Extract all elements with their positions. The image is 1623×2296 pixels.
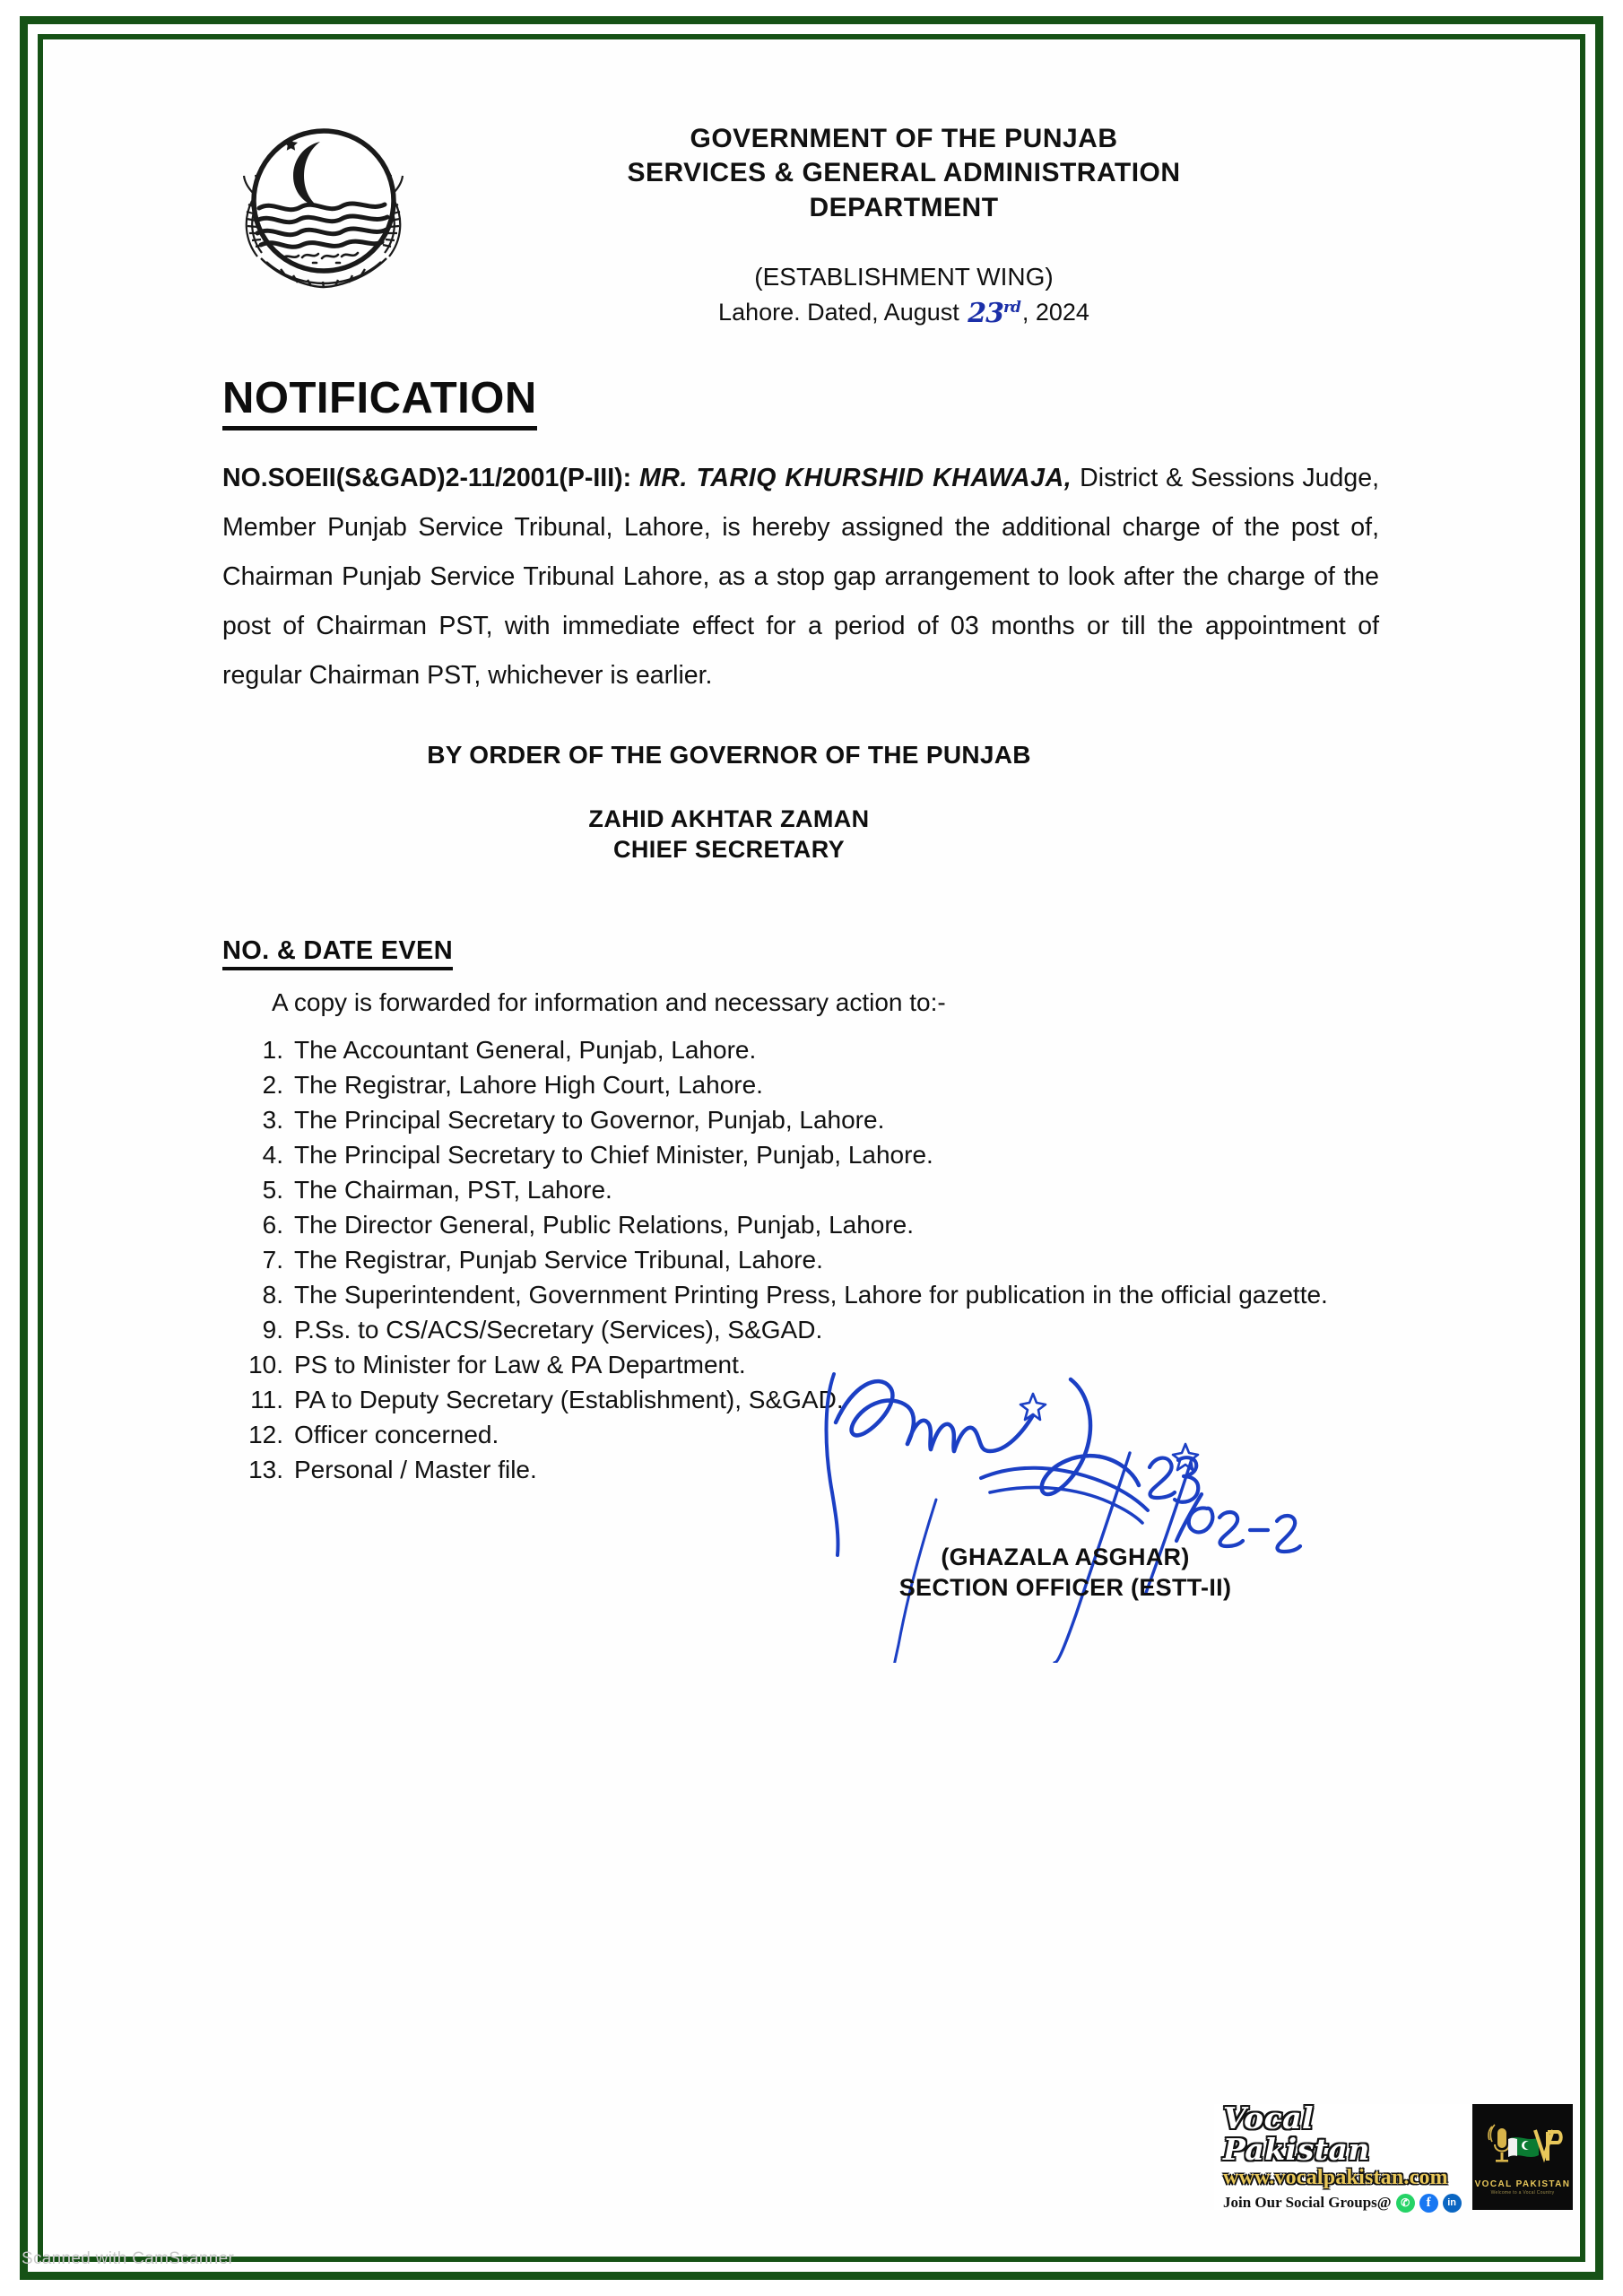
endorsement-intro: A copy is forwarded for information and necessary action to:- xyxy=(272,988,946,1016)
reference-number: NO.SOEII(S&GAD)2-11/2001(P-III): xyxy=(222,464,632,492)
list-item-number: 1. xyxy=(262,1036,283,1064)
list-item-text: The Director General, Public Relations, Punjab, Lahore. xyxy=(294,1211,915,1239)
signature-block xyxy=(814,1367,1406,1663)
list-item-text: PA to Deputy Secretary (Establishment), S&GAD. xyxy=(294,1386,844,1413)
list-item-text: Officer concerned. xyxy=(294,1421,499,1448)
gov-title-line-2: SERVICES & GENERAL ADMINISTRATION xyxy=(627,158,1181,188)
list-item-number: 7. xyxy=(262,1246,283,1274)
list-item-text: The Superintendent, Government Printing Press, Lahore for publication in the official gazette. xyxy=(294,1281,1328,1309)
list-item-number: 12. xyxy=(248,1421,283,1448)
list-item-number: 4. xyxy=(262,1141,283,1169)
header-title-group xyxy=(429,122,1379,330)
handwritten-signature-icon xyxy=(814,1367,1406,1663)
list-item-number: 6. xyxy=(262,1211,283,1239)
list-item-text: PS to Minister for Law & PA Department. xyxy=(294,1351,746,1378)
vocal-pakistan-watermark[interactable] xyxy=(1214,2100,1573,2212)
section-officer-name: (GHAZALA ASGHAR) xyxy=(941,1544,1190,1570)
list-item xyxy=(247,1033,1413,1067)
list-item xyxy=(247,1243,1413,1277)
facebook-icon[interactable]: f xyxy=(1419,2194,1438,2213)
chief-secretary-designation: CHIEF SECRETARY xyxy=(612,836,846,863)
whatsapp-icon[interactable]: ✆ xyxy=(1396,2194,1415,2213)
list-item-text: The Registrar, Lahore High Court, Lahore. xyxy=(294,1071,763,1099)
list-item-number: 13. xyxy=(248,1456,283,1483)
body-text: District & Sessions Judge, Member Punjab Service Tribunal, Lahore, is hereby assigned the additional charge of the post of, Chairman Punjab Service Tribunal Lahore, as a stop gap arrangement to look after the charge of the post of Chairman PST, with immediate effect for a period of 03 months or till the appointment of regular Chairman PST, whichever is earlier. xyxy=(222,464,1379,690)
list-item-text: The Principal Secretary to Chief Minister, Punjab, Lahore. xyxy=(294,1141,933,1169)
by-order-line: BY ORDER OF THE GOVERNOR OF THE PUNJAB xyxy=(427,741,1031,769)
document-body xyxy=(43,39,1580,2257)
date-prefix: Lahore. Dated, August xyxy=(718,298,959,326)
watermark-social-row xyxy=(1223,2194,1465,2213)
watermark-url[interactable]: www.vocalpakistan.com xyxy=(1223,2166,1448,2190)
officer-name: MR. TARIQ KHURSHID KHAWAJA, xyxy=(638,464,1072,492)
watermark-brand-title: Vocal Pakistan xyxy=(1223,2100,1370,2167)
handwritten-date-day xyxy=(966,298,1022,329)
signature-caption xyxy=(814,1542,1316,1603)
endorsement-heading: NO. & DATE EVEN xyxy=(222,936,453,970)
watermark-text-group xyxy=(1214,2100,1472,2212)
list-item-text: The Accountant General, Punjab, Lahore. xyxy=(294,1036,757,1064)
notification-body xyxy=(222,454,1379,700)
watermark-social-text: Join Our Social Groups@ xyxy=(1223,2194,1392,2212)
gov-title-line-3: DEPARTMENT xyxy=(809,192,999,222)
list-item-text: The Registrar, Punjab Service Tribunal, Lahore. xyxy=(294,1246,823,1274)
list-item-number: 2. xyxy=(262,1071,283,1099)
watermark-logo-tile xyxy=(1472,2104,1573,2210)
list-item-number: 8. xyxy=(262,1281,283,1309)
list-item-text: The Chairman, PST, Lahore. xyxy=(294,1176,612,1204)
watermark-logo-subcaption: Welcome to a Vocal Country xyxy=(1490,2189,1555,2196)
list-item xyxy=(247,1278,1413,1312)
list-item-number: 5. xyxy=(262,1176,283,1204)
list-item-text: P.Ss. to CS/ACS/Secretary (Services), S&GAD. xyxy=(294,1316,823,1344)
list-item xyxy=(247,1173,1413,1207)
list-item xyxy=(247,1138,1413,1172)
list-item-number: 11. xyxy=(250,1386,283,1413)
chief-secretary-block xyxy=(43,804,1415,865)
header-date-line xyxy=(429,294,1379,331)
list-item xyxy=(247,1313,1413,1347)
linkedin-icon[interactable]: in xyxy=(1443,2194,1462,2213)
list-item xyxy=(247,1103,1413,1137)
list-item-number: 10. xyxy=(248,1351,283,1378)
list-item xyxy=(247,1208,1413,1242)
gov-title-line-1: GOVERNMENT OF THE PUNJAB xyxy=(690,124,1118,153)
list-item-text: Personal / Master file. xyxy=(294,1456,537,1483)
date-day-suffix: rd xyxy=(1003,298,1020,317)
vocal-pakistan-logo-icon xyxy=(1481,2119,1564,2179)
punjab-emblem-icon xyxy=(227,118,420,293)
document-header xyxy=(43,66,1580,335)
date-day-value: 23 xyxy=(968,297,1004,329)
chief-secretary-name: ZAHID AKHTAR ZAMAN xyxy=(588,805,870,832)
list-item-number: 9. xyxy=(262,1316,283,1344)
date-suffix: , 2024 xyxy=(1021,298,1089,326)
list-item xyxy=(247,1068,1413,1102)
camscanner-note: Scanned with CamScanner xyxy=(22,2249,235,2268)
list-item-text: The Principal Secretary to Governor, Punjab, Lahore. xyxy=(294,1106,885,1134)
establishment-wing-label: (ESTABLISHMENT WING) xyxy=(754,263,1054,291)
section-officer-designation: SECTION OFFICER (ESTT-II) xyxy=(898,1574,1232,1601)
notification-title: NOTIFICATION xyxy=(222,373,537,430)
watermark-logo-caption: VOCAL PAKISTAN xyxy=(1474,2179,1571,2189)
list-item-number: 3. xyxy=(262,1106,283,1134)
